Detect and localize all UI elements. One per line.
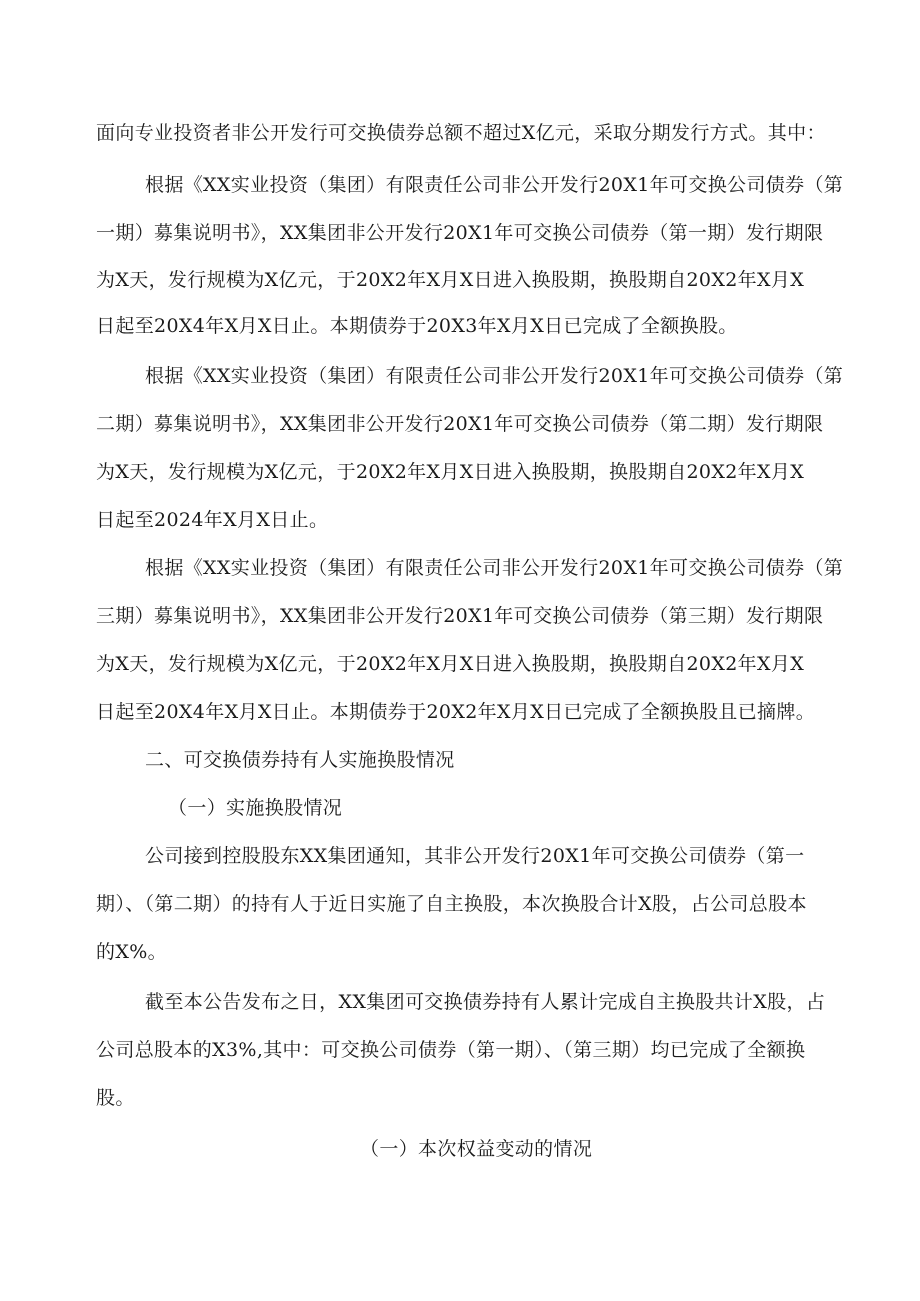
issue-3-line-3: 为X天，发行规模为X亿元，于20X2年X月X日进入换股期，换股期自20X2年X月X xyxy=(96,653,805,675)
section-2-heading: 二、可交换债券持有人实施换股情况 xyxy=(145,749,455,771)
equity-change-heading: （一）本次权益变动的情况 xyxy=(360,1138,593,1160)
issue-2-line-2: 二期）募集说明书》，XX集团非公开发行20X1年可交换公司债券（第二期）发行期限 xyxy=(96,413,824,435)
cumulative-line-2: 公司总股本的X3%,其中：可交换公司债券（第一期）、（第三期）均已完成了全额换 xyxy=(96,1039,806,1061)
issue-3-line-1: 根据《XX实业投资（集团）有限责任公司非公开发行20X1年可交换公司债券（第 xyxy=(145,557,844,579)
cumulative-line-1: 截至本公告发布之日，XX集团可交换债券持有人累计完成自主换股共计X股，占 xyxy=(145,991,826,1013)
issue-3-line-2: 三期）募集说明书》，XX集团非公开发行20X1年可交换公司债券（第三期）发行期限 xyxy=(96,605,824,627)
issue-1-line-1: 根据《XX实业投资（集团）有限责任公司非公开发行20X1年可交换公司债券（第 xyxy=(145,174,844,196)
issue-1-line-3: 为X天，发行规模为X亿元，于20X2年X月X日进入换股期，换股期自20X2年X月X xyxy=(96,269,805,291)
issue-1-line-2: 一期）募集说明书》，XX集团非公开发行20X1年可交换公司债券（第一期）发行期限 xyxy=(96,222,824,244)
issue-1-line-4: 日起至20X4年X月X日止。本期债券于20X3年X月X日已完成了全额换股。 xyxy=(96,315,738,337)
subsection-1-heading: （一）实施换股情况 xyxy=(168,797,343,819)
notice-line-3: 的X%。 xyxy=(96,941,167,963)
intro-paragraph: 面向专业投资者非公开发行可交换债券总额不超过X亿元，采取分期发行方式。其中： xyxy=(96,122,826,144)
issue-3-line-4: 日起至20X4年X月X日止。本期债券于20X2年X月X日已完成了全额换股且已摘牌。 xyxy=(96,701,816,723)
notice-line-1: 公司接到控股股东XX集团通知，其非公开发行20X1年可交换公司债券（第一 xyxy=(145,845,805,867)
notice-line-2: 期）、（第二期）的持有人于近日实施了自主换股，本次换股合计X股，占公司总股本 xyxy=(96,893,807,915)
cumulative-line-3: 股。 xyxy=(96,1087,135,1109)
issue-2-line-1: 根据《XX实业投资（集团）有限责任公司非公开发行20X1年可交换公司债券（第 xyxy=(145,365,844,387)
issue-2-line-4: 日起至2024年X月X日止。 xyxy=(96,509,329,531)
issue-2-line-3: 为X天，发行规模为X亿元，于20X2年X月X日进入换股期，换股期自20X2年X月X xyxy=(96,461,805,483)
